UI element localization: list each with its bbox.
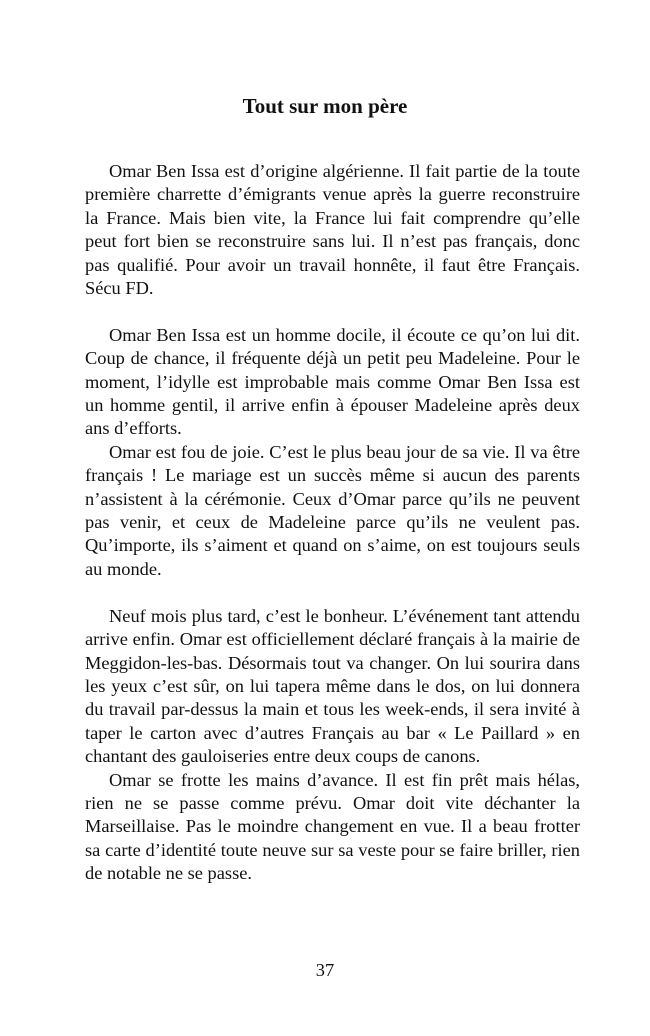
paragraph: Omar se frotte les mains d’avance. Il est fin prêt mais hélas, rien ne se passe comme prévu. Omar doit vite déchanter la Marseillaise. Pas le moindre changement en vue. Il a beau frotter sa carte d’identité toute neuve sur sa veste pour se faire briller, rien de notable ne se passe. [85,769,580,884]
chapter-title: Tout sur mon père [242,94,408,118]
page-number: 37 [315,960,335,980]
paragraph: Omar est fou de joie. C’est le plus beau jour de sa vie. Il va être français ! Le mariage est un succès même si aucun des parents n’assistent à la cérémonie. Ceux d’Omar parce qu’ils ne peuvent pas venir, et ceux de Madeleine parce qu’ils ne veulent pas. Qu’importe, ils s’aiment et quand on s’aime, on est toujours seuls au monde. [85,441,580,579]
chapter-body [85,160,580,886]
paragraph: Omar Ben Issa est d’origine algérienne. Il fait partie de la toute première charrette d’émigrants venue après la guerre reconstruire la France. Mais bien vite, la France lui fait comprendre qu’elle peut fort bien se reconstruire sans lui. Il n’est pas français, donc pas qualifié. Pour avoir un travail honnête, il faut être Français. Sécu FD. [85,161,580,299]
paragraph: Neuf mois plus tard, c’est le bonheur. L’événement tant attendu arrive enfin. Omar est officiellement déclaré français à la mairie de Meggidon-les-bas. Désormais tout va changer. On lui sourira dans les yeux c’est sûr, on lui tapera même dans le dos, on lui donnera du travail par-dessus la main et tous les week-ends, il sera invité à taper le carton avec d’autres Français au bar « Le Paillard » en chantant des gauloiseries entre deux coups de canons. [85,605,580,767]
paragraph: Omar Ben Issa est un homme docile, il écoute ce qu’on lui dit. Coup de chance, il fréquente déjà un petit peu Madeleine. Pour le moment, l’idylle est improbable mais comme Omar Ben Issa est un homme gentil, il arrive enfin à épouser Madeleine après deux ans d’efforts. [85,324,580,439]
